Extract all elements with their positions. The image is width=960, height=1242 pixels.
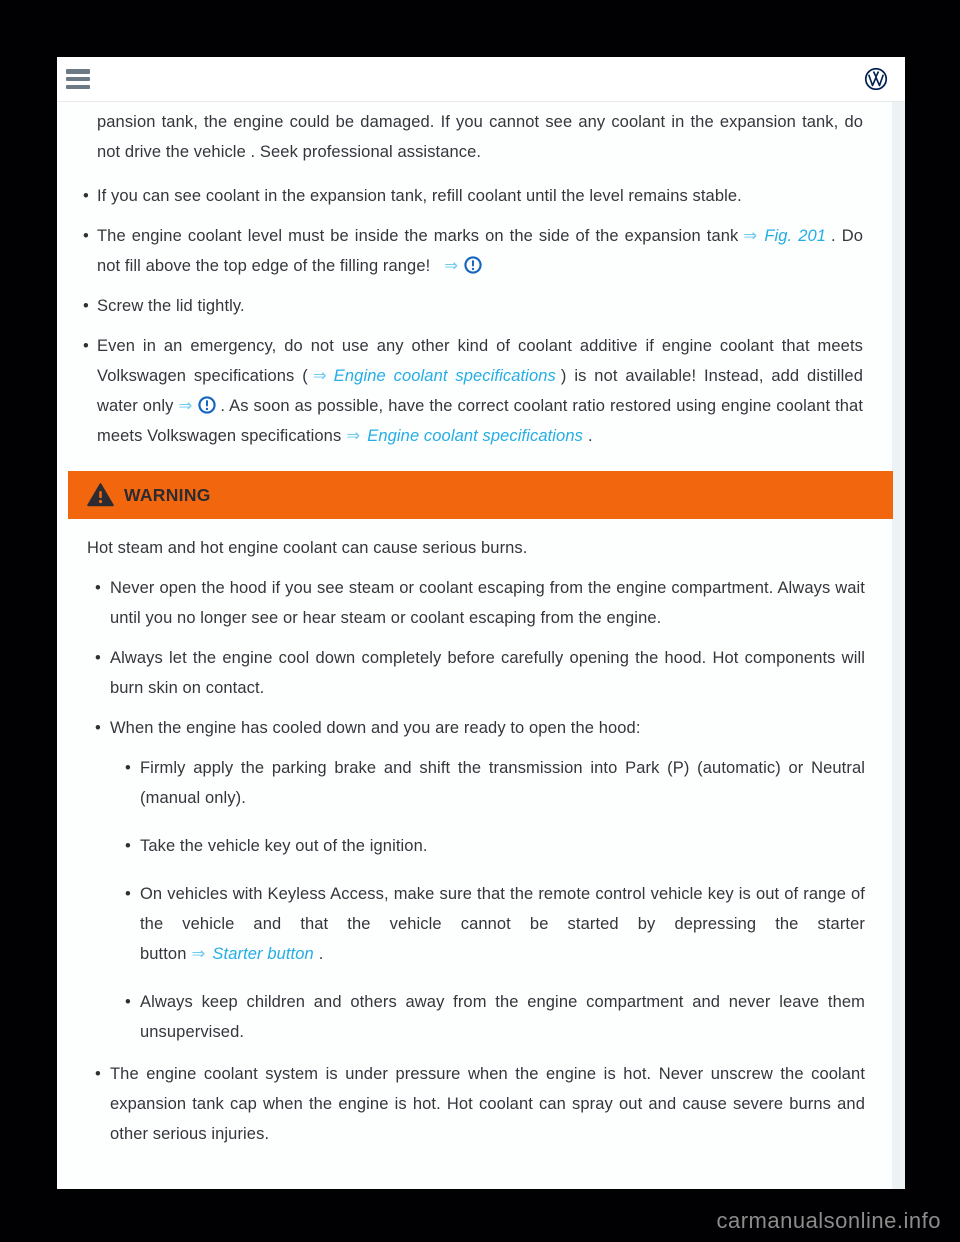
- list-item: • When the engine has cooled down and you are ready to open the hood: • Firmly apply the parking brake and shift the transmission into Park (P) (automatic) or Neutral (manual only). • Take the vehicle key out of the ignition. • On vehicles with Keyless Access, make sure that the remote control vehicle key is out of range of the vehicle and that the vehicle cannot be started by depressing the starter button ⇒ Starter button . • Always keep children and others away from the engine compartment and never leave them unsupervised.: [110, 713, 865, 1047]
- warning-list: [110, 573, 865, 1149]
- list-item: • The engine coolant level must be inside the marks on the side of the expansion tank ⇒ Fig. 201 . Do not fill above the top edge of the filling range! ⇒: [97, 221, 863, 281]
- warning-triangle-icon: [87, 483, 114, 507]
- list-item: • Always let the engine cool down completely before carefully opening the hood. Hot components will burn skin on contact.: [110, 643, 865, 703]
- list-item: • If you can see coolant in the expansion tank, refill coolant until the level remains stable.: [97, 181, 863, 211]
- fig-201-link[interactable]: Fig. 201: [764, 227, 827, 245]
- list-item: • Even in an emergency, do not use any other kind of coolant additive if engine coolant that meets Volkswagen specifications ( ⇒ Engine coolant specifications ) is not available! Instead, add distilled water only ⇒ . As soon as possible, have the correct coolant ratio restored using engine coolant that meets Volkswagen specifications ⇒ Engine coolant specifications .: [97, 331, 863, 451]
- starter-button-link[interactable]: Starter button: [212, 945, 314, 963]
- warning-intro: Hot steam and hot engine coolant can cause serious burns.: [87, 539, 528, 557]
- coolant-instructions-list: [97, 181, 863, 451]
- hood-opening-steps-list: [140, 753, 865, 1047]
- list-item: • Firmly apply the parking brake and shift the transmission into Park (P) (automatic) or Neutral (manual only).: [140, 753, 865, 813]
- manual-text-content: [57, 102, 905, 1149]
- manual-page-card: [57, 57, 905, 1189]
- list-item: • Screw the lid tightly.: [97, 291, 863, 321]
- ref-arrow-icon: ⇒: [312, 367, 327, 385]
- alert-circle-icon: [464, 256, 482, 274]
- viewer-header: [57, 57, 905, 102]
- warning-banner: [68, 471, 893, 519]
- engine-coolant-specifications-link[interactable]: Engine coolant specifications: [333, 367, 556, 385]
- hamburger-menu-icon[interactable]: [66, 69, 90, 89]
- list-item: • Always keep children and others away from the engine compartment and never leave them unsupervised.: [140, 987, 865, 1047]
- list-item: • Take the vehicle key out of the ignition.: [140, 831, 865, 861]
- list-item: • Never open the hood if you see steam or coolant escaping from the engine compartment. Always wait until you no longer see or hear steam or coolant escaping from the engine.: [110, 573, 865, 633]
- volkswagen-logo-icon: [864, 67, 888, 91]
- watermark: carmanualsonline.info: [716, 1208, 941, 1233]
- ref-arrow-icon: ⇒: [444, 257, 459, 275]
- list-item: • The engine coolant system is under pressure when the engine is hot. Never unscrew the coolant expansion tank cap when the engine is hot. Hot coolant can spray out and cause severe burns and other serious injuries.: [110, 1059, 865, 1149]
- warning-title: WARNING: [124, 485, 211, 505]
- engine-coolant-specifications-link[interactable]: Engine coolant specifications: [367, 427, 583, 445]
- list-item: • On vehicles with Keyless Access, make sure that the remote control vehicle key is out of range of the vehicle and that the vehicle cannot be started by depressing the starter button ⇒ Starter button .: [140, 879, 865, 969]
- alert-circle-icon: [198, 396, 216, 414]
- ref-arrow-icon: ⇒: [346, 427, 361, 445]
- ref-arrow-icon: ⇒: [178, 397, 193, 415]
- intro-paragraph: pansion tank, the engine could be damaged. If you cannot see any coolant in the expansion tank, do not drive the vehicle . Seek professional assistance.: [97, 113, 863, 161]
- ref-arrow-icon: ⇒: [743, 227, 758, 245]
- ref-arrow-icon: ⇒: [191, 945, 206, 963]
